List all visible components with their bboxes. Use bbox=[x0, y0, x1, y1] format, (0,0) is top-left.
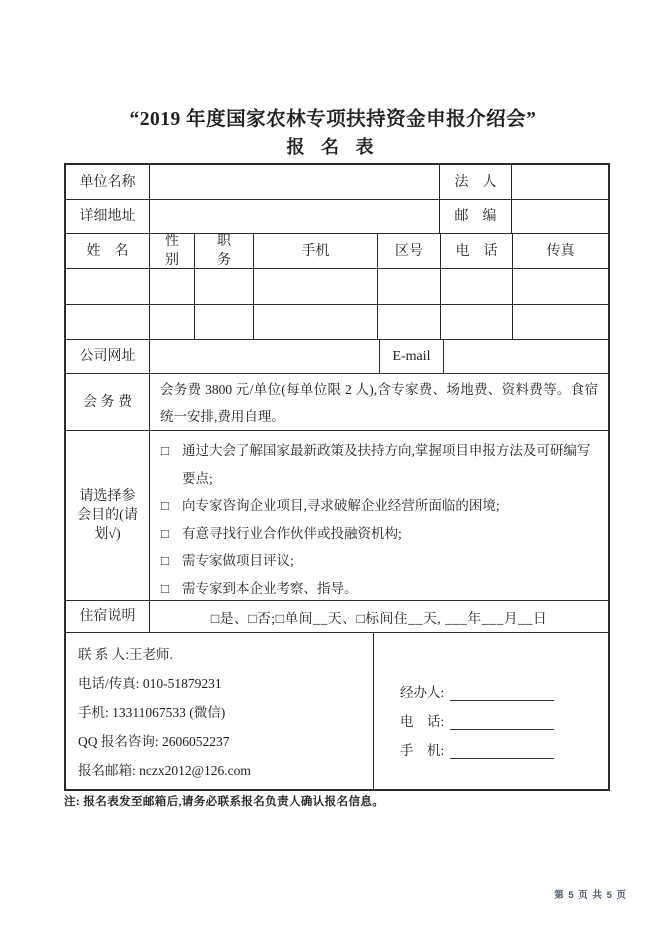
lodging-label: 住宿说明 bbox=[66, 601, 150, 632]
email-field bbox=[444, 340, 608, 373]
purpose-option-text: 通过大会了解国家最新政策及扶持方向,掌握项目申报方法及可研编写要点; bbox=[182, 443, 591, 486]
page-number: 第 5 页 共 5 页 bbox=[554, 890, 627, 901]
legal-person-field bbox=[512, 165, 608, 199]
website-row bbox=[66, 340, 608, 374]
attendee-name-field bbox=[66, 269, 150, 304]
attendee-phone-field bbox=[441, 305, 513, 339]
handler-mobile-label: 手 机: bbox=[400, 743, 445, 758]
attendee-phone-field bbox=[441, 269, 513, 304]
handler-mobile-blank-line bbox=[450, 743, 554, 759]
purpose-option bbox=[161, 492, 600, 520]
handler-phone-blank-line bbox=[450, 714, 554, 730]
contact-qq-line: QQ 报名咨询: 2606052237 bbox=[78, 734, 230, 749]
handler-name-row bbox=[400, 672, 608, 701]
name-column-header: 姓 名 bbox=[66, 234, 150, 268]
attendee-row bbox=[66, 269, 608, 305]
zip-code-label: 邮 编 bbox=[440, 200, 512, 233]
email-label: E-mail bbox=[380, 340, 444, 373]
attendee-header-row bbox=[66, 234, 608, 269]
phone-column-header: 电 话 bbox=[441, 234, 513, 268]
purpose-options bbox=[150, 431, 608, 600]
organizer-contact-info bbox=[66, 633, 374, 789]
footer-note: 注: 报名表发至邮箱后,请务必联系报名负责人确认报名信息。 bbox=[64, 796, 385, 808]
handler-section bbox=[374, 633, 608, 789]
mobile-column-header: 手机 bbox=[254, 234, 378, 268]
attendee-mobile-field bbox=[254, 305, 378, 339]
fee-row bbox=[66, 374, 608, 431]
address-row bbox=[66, 200, 608, 234]
attendee-fax-field bbox=[513, 269, 608, 304]
company-name-field bbox=[150, 165, 440, 199]
attendee-row bbox=[66, 305, 608, 340]
attendee-area-code-field bbox=[378, 305, 441, 339]
lodging-row bbox=[66, 601, 608, 633]
legal-person-label: 法 人 bbox=[440, 165, 512, 199]
handler-mobile-row bbox=[400, 730, 608, 759]
attendee-gender-field bbox=[150, 269, 195, 304]
attendee-gender-field bbox=[150, 305, 195, 339]
checkbox-icon: □ bbox=[161, 580, 170, 596]
address-label: 详细地址 bbox=[66, 200, 150, 233]
lodging-options-text: □是、□否;□单间__天、□标间住__天, ___年___月__日 bbox=[210, 610, 548, 626]
purpose-option-text: 向专家咨询企业项目,寻求破解企业经营所面临的困境; bbox=[182, 498, 500, 513]
attendee-area-code-field bbox=[378, 269, 441, 304]
website-label: 公司网址 bbox=[66, 340, 150, 373]
address-field bbox=[150, 200, 440, 233]
purpose-option bbox=[161, 437, 600, 492]
handler-name-blank-line bbox=[450, 685, 554, 701]
registration-table bbox=[64, 163, 610, 791]
website-field bbox=[150, 340, 380, 373]
contact-email-line: 报名邮箱: nczx2012@126.com bbox=[78, 763, 251, 778]
attendee-mobile-field bbox=[254, 269, 378, 304]
attendee-position-field bbox=[195, 269, 254, 304]
handler-phone-label: 电 话: bbox=[400, 714, 445, 729]
company-name-label: 单位名称 bbox=[66, 165, 150, 199]
checkbox-icon: □ bbox=[161, 443, 170, 458]
attendee-name-field bbox=[66, 305, 150, 339]
contact-person-line: 联 系 人:王老师. bbox=[78, 647, 173, 662]
contact-mobile-line: 手机: 13311067533 (微信) bbox=[78, 705, 226, 720]
purpose-option bbox=[161, 520, 600, 548]
fee-description: 会务费 3800 元/单位(每单位限 2 人),含专家费、场地费、资料费等。食宿统一安排,费用自理。 bbox=[160, 381, 598, 424]
purpose-option-text: 需专家做项目评议; bbox=[182, 553, 294, 568]
fax-column-header: 传真 bbox=[546, 243, 575, 259]
area-code-column-header: 区号 bbox=[378, 234, 441, 268]
checkbox-icon: □ bbox=[161, 553, 170, 568]
purpose-option bbox=[161, 547, 600, 575]
position-column-header: 职 务 bbox=[195, 234, 254, 268]
gender-column-header: 性别 bbox=[150, 234, 195, 268]
contact-row bbox=[66, 633, 608, 789]
checkbox-icon: □ bbox=[161, 498, 170, 513]
handler-phone-row bbox=[400, 701, 608, 730]
handler-name-label: 经办人: bbox=[400, 685, 445, 700]
purpose-option-text: 需专家到本企业考察、指导。 bbox=[182, 580, 358, 596]
checkbox-icon: □ bbox=[161, 525, 170, 541]
zip-code-field bbox=[512, 200, 608, 233]
attendee-fax-field bbox=[513, 305, 608, 339]
attendee-position-field bbox=[195, 305, 254, 339]
purpose-option-text: 有意寻找行业合作伙伴或投融资机构; bbox=[182, 525, 402, 541]
document-title: “2019 年度国家农林专项扶持资金申报介绍会” bbox=[129, 109, 537, 130]
contact-phone-fax-line: 电话/传真: 010-51879231 bbox=[78, 676, 222, 691]
company-row bbox=[66, 165, 608, 200]
fee-label: 会 务 费 bbox=[66, 374, 150, 430]
purpose-option bbox=[161, 575, 600, 601]
purpose-label: 请选择参会目的(请划√) bbox=[66, 431, 150, 600]
form-title: 报 名 表 bbox=[286, 137, 380, 157]
purpose-row bbox=[66, 431, 608, 601]
